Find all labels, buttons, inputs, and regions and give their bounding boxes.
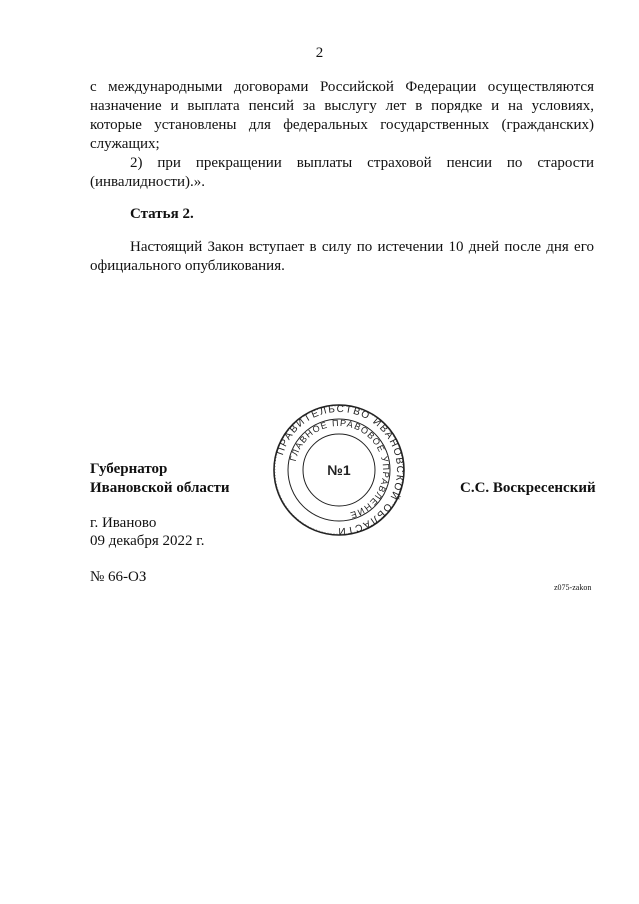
stamp-center-number: №1 xyxy=(327,462,351,478)
text-line: Настоящий Закон вступает в силу по истечении 10 дней после дня его xyxy=(130,239,594,255)
law-number: № 66-ОЗ xyxy=(90,569,147,585)
stamp-outer-text: ПРАВИТЕЛЬСТВО ИВАНОВСКОЙ ОБЛАСТИ xyxy=(275,403,406,537)
text-line: с международными договорами Российской Федерации осуществляются xyxy=(90,79,594,95)
text-line: 2) при прекращении выплаты страховой пенсии по старости xyxy=(130,155,594,171)
text-line: которые установлены для федеральных государственных (гражданских) xyxy=(90,117,594,133)
paragraph-international-treaties xyxy=(90,78,594,154)
page-number: 2 xyxy=(315,45,324,61)
text-line: служащих; xyxy=(90,136,160,152)
position-line: Ивановской области xyxy=(90,480,230,496)
signature-position xyxy=(90,460,230,498)
paragraph-termination xyxy=(90,154,594,192)
signatory-name: С.С. Воскресенский xyxy=(460,480,596,496)
official-stamp xyxy=(271,402,407,538)
date: 09 декабря 2022 г. xyxy=(90,533,205,549)
text-line: официального опубликования. xyxy=(90,258,285,274)
article-title: Статья 2. xyxy=(130,206,194,222)
text-line: (инвалидности).». xyxy=(90,174,206,190)
document-code: z075-zakon xyxy=(554,583,592,592)
stamp-inner-text: ГЛАВНОЕ ПРАВОВОЕ УПРАВЛЕНИЕ xyxy=(287,417,392,521)
position-line: Губернатор xyxy=(90,461,168,477)
text-line: назначение и выплата пенсий за выслугу лет в порядке и на условиях, xyxy=(90,98,594,114)
place: г. Иваново xyxy=(90,515,157,531)
article-text xyxy=(90,238,594,276)
